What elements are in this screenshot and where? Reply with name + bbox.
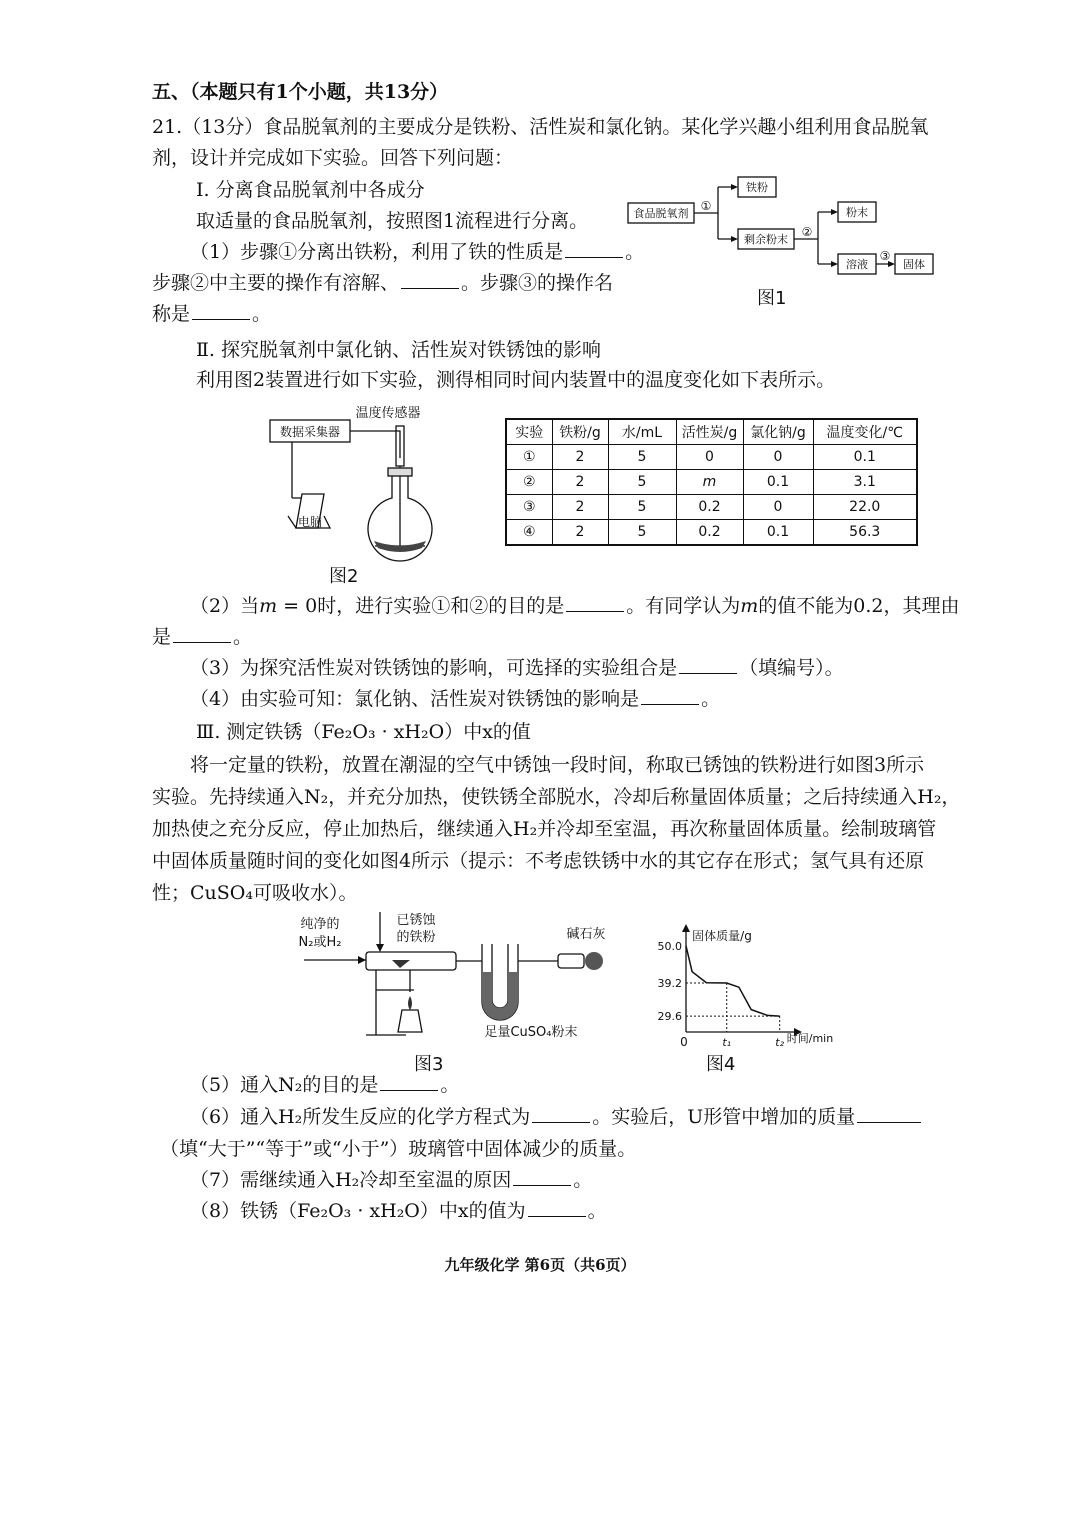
computer-label: 电脑 — [297, 515, 323, 529]
q1-text-c: 步骤②中主要的操作有溶解、 — [152, 272, 400, 294]
table-cell: ③ — [506, 495, 552, 520]
figure-3-apparatus — [296, 910, 626, 1046]
series-line-mass — [686, 946, 780, 1016]
experiment-table — [505, 418, 918, 546]
x-tick-label: t₂ — [775, 1036, 785, 1048]
sensor-label: 温度传感器 — [355, 406, 421, 421]
flow-iron-label: 铁粉 — [746, 181, 768, 194]
q6-line-1 — [190, 1104, 923, 1130]
table-header-row — [506, 419, 917, 445]
table-cell: 2 — [552, 495, 608, 520]
figure-2-caption: 图2 — [329, 566, 359, 587]
flow-start-label: 食品脱氧剂 — [633, 207, 689, 220]
x-axis-label: 时间/min — [786, 1032, 834, 1045]
figure-1-caption: 图1 — [757, 288, 787, 309]
q1-text-d: 。步骤③的操作名 — [461, 272, 614, 294]
table-row — [506, 445, 917, 470]
q2-text-f: 。 — [233, 626, 253, 648]
part3-paragraph-line-4: 中固体质量随时间的变化如图4所示（提示：不考虑铁锈中水的其它存在形式；氢气具有还原 — [152, 850, 925, 872]
part3-paragraph-line-5: 性；CuSO₄可吸收水）。 — [152, 882, 358, 904]
q1-text-f: 。 — [252, 303, 272, 325]
table-cell: 0 — [743, 445, 813, 470]
q1-text-b: 。 — [625, 241, 645, 263]
y-axis-label: 固体质量/g — [692, 929, 752, 943]
table-cell: 56.3 — [813, 520, 917, 546]
gas-label-1: 纯净的 — [300, 917, 340, 932]
part3-title: Ⅲ. 测定铁锈（Fe₂O₃ · xH₂O）中x的值 — [196, 721, 531, 743]
q4-line — [190, 686, 720, 712]
sensor-wire — [350, 431, 400, 458]
question-intro-line-1: 21.（13分）食品脱氧剂的主要成分是铁粉、活性炭和氯化钠。某化学兴趣小组利用食品脱氧 — [152, 116, 929, 138]
q2-text-e: 是 — [152, 626, 172, 648]
table-cell: ① — [506, 445, 552, 470]
y-tick-label: 39.2 — [657, 977, 682, 991]
part3-paragraph-line-3: 加热使之充分反应，停止加热后，继续通入H₂并冷却至室温，再次称量固体质量。绘制玻璃管 — [152, 818, 937, 840]
flow-powder-label: 粉末 — [846, 206, 868, 219]
q4-text-a: （4）由实验可知：氯化钠、活性炭对铁锈蚀的影响是 — [190, 688, 640, 710]
q6-text-a: （6）通入H₂所发生反应的化学方程式为 — [190, 1106, 531, 1128]
q5-blank[interactable] — [380, 1072, 438, 1091]
part2-title: Ⅱ. 探究脱氧剂中氯化钠、活性炭对铁锈蚀的影响 — [196, 339, 601, 361]
table-cell: 22.0 — [813, 495, 917, 520]
part1-text: 取适量的食品脱氧剂，按照图1流程进行分离。 — [196, 210, 589, 232]
gas-label-2: N₂或H₂ — [298, 935, 342, 950]
soda-lime-label: 碱石灰 — [566, 927, 606, 942]
stand — [366, 970, 414, 1035]
figure-4-caption: 图4 — [706, 1054, 736, 1075]
q2-text-b: = 0时，进行实验①和②的目的是 — [277, 595, 565, 617]
table-cell: 0.1 — [743, 470, 813, 495]
flow-step2-label: ② — [801, 225, 813, 239]
table-cell: ② — [506, 470, 552, 495]
table-cell: 5 — [608, 520, 676, 546]
q6-blank-2[interactable] — [857, 1104, 921, 1123]
q6-line-2: （填“大于”“等于”或“小于”）玻璃管中固体减少的质量。 — [160, 1138, 637, 1160]
flow-step1-label: ① — [700, 199, 712, 213]
flow-residue-label: 剩余粉末 — [744, 233, 788, 246]
soda-lime — [585, 952, 603, 970]
collector-label: 数据采集器 — [279, 425, 341, 439]
q1-line-2 — [152, 270, 613, 296]
table-cell: 0 — [743, 495, 813, 520]
burner — [398, 1010, 422, 1032]
q2-blank-1[interactable] — [566, 593, 624, 612]
table-header: 氯化钠/g — [743, 419, 813, 445]
q3-blank[interactable] — [679, 655, 737, 674]
q2-line-2 — [152, 624, 252, 650]
y-tick-label: 50.0 — [657, 939, 682, 953]
q8-text-a: （8）铁锈（Fe₂O₃ · xH₂O）中x的值为 — [190, 1200, 526, 1222]
u-tube-inner — [492, 944, 508, 1008]
q3-text-b: （填编号）。 — [739, 657, 844, 679]
figure-4-chart — [648, 920, 838, 1048]
q1-line-1 — [190, 239, 644, 265]
q4-text-b: 。 — [701, 688, 721, 710]
q2-variable-m: m — [259, 595, 278, 617]
table-header: 实验 — [506, 419, 552, 445]
q2-blank-2[interactable] — [173, 624, 231, 643]
q5-line — [190, 1072, 459, 1098]
table-row — [506, 495, 917, 520]
q1-text-e: 称是 — [152, 303, 191, 325]
table-cell: 2 — [552, 445, 608, 470]
table-cell: 5 — [608, 445, 676, 470]
q2-line-1 — [190, 593, 959, 619]
part3-paragraph-line-1: 将一定量的铁粉，放置在潮湿的空气中锈蚀一段时间，称取已锈蚀的铁粉进行如图3所示 — [190, 754, 925, 776]
figure-2-apparatus — [262, 398, 462, 563]
table-row — [506, 520, 917, 546]
table-cell: 0.1 — [743, 520, 813, 546]
q2-variable-m-2: m — [740, 595, 759, 617]
part3-paragraph-line-2: 实验。先持续通入N₂，并充分加热，使铁锈全部脱水，冷却后称量固体质量；之后持续通入H₂， — [152, 786, 961, 808]
q3-text-a: （3）为探究活性炭对铁锈蚀的影响，可选择的实验组合是 — [190, 657, 678, 679]
table-cell: 5 — [608, 470, 676, 495]
drying-tube — [558, 954, 584, 968]
q3-line — [190, 655, 844, 681]
table-cell: 0.2 — [676, 520, 743, 546]
q6-text-b: 。实验后，U形管中增加的质量 — [592, 1106, 856, 1128]
flow-solid-label: 固体 — [903, 258, 925, 271]
q2-text-a: （2）当 — [190, 595, 260, 617]
table-cell: 0 — [676, 445, 743, 470]
flow-step3-label: ③ — [879, 249, 891, 263]
part1-title: Ⅰ. 分离食品脱氧剂中各成分 — [196, 179, 425, 201]
q2-text-d: 的值不能为0.2，其理由 — [758, 595, 960, 617]
computer-wire — [292, 442, 302, 498]
q1-blank-1[interactable] — [565, 239, 623, 258]
rust-label-1: 已锈蚀 — [396, 913, 436, 928]
glass-tube — [366, 952, 456, 970]
table-cell: 2 — [552, 470, 608, 495]
y-tick-label: 29.6 — [657, 1010, 682, 1024]
question-intro-line-2: 剂，设计并完成如下实验。回答下列问题： — [152, 147, 514, 169]
q7-text-a: （7）需继续通入H₂冷却至室温的原因 — [190, 1169, 512, 1191]
table-cell: 0.2 — [676, 495, 743, 520]
stopper — [388, 468, 412, 476]
flame — [408, 996, 412, 1010]
origin-label: 0 — [680, 1035, 688, 1048]
q5-text-b: 。 — [440, 1074, 460, 1096]
page-footer: 九年级化学 第6页（共6页） — [444, 1256, 636, 1274]
q1-blank-3[interactable] — [192, 301, 250, 320]
q7-text-b: 。 — [573, 1169, 593, 1191]
part2-text: 利用图2装置进行如下实验，测得相同时间内装置中的温度变化如下表所示。 — [196, 369, 836, 391]
table-header: 温度变化/℃ — [813, 419, 917, 445]
table-row — [506, 470, 917, 495]
table-cell: 3.1 — [813, 470, 917, 495]
q8-line — [190, 1198, 607, 1224]
table-header: 活性炭/g — [676, 419, 743, 445]
q8-text-b: 。 — [587, 1200, 607, 1222]
cuso4-label: 足量CuSO₄粉末 — [484, 1025, 578, 1040]
q7-blank[interactable] — [513, 1167, 571, 1186]
q1-text-a: （1）步骤①分离出铁粉，利用了铁的性质是 — [190, 241, 564, 263]
table-cell: 0.1 — [813, 445, 917, 470]
figure-3-caption: 图3 — [414, 1054, 444, 1075]
table-cell: 5 — [608, 495, 676, 520]
q1-blank-2[interactable] — [401, 270, 459, 289]
q1-line-3 — [152, 301, 271, 327]
x-tick-label: t₁ — [722, 1036, 732, 1048]
table-header: 水/mL — [608, 419, 676, 445]
q6-blank-1[interactable] — [532, 1104, 590, 1123]
cuso4-powder — [482, 972, 518, 1020]
table-cell: 2 — [552, 520, 608, 546]
q7-line — [190, 1167, 592, 1193]
section-title: 五、（本题只有1个小题，共13分） — [152, 81, 449, 103]
q2-text-c: 。有同学认为 — [626, 595, 741, 617]
y-axis-arrow — [682, 924, 690, 932]
rust-label-2: 的铁粉 — [396, 930, 436, 945]
q4-blank[interactable] — [641, 686, 699, 705]
flow-solution-label: 溶液 — [846, 258, 868, 271]
table-header: 铁粉/g — [552, 419, 608, 445]
table-cell: m — [676, 470, 743, 495]
q5-text-a: （5）通入N₂的目的是 — [190, 1074, 379, 1096]
table-cell: ④ — [506, 520, 552, 546]
q8-blank[interactable] — [528, 1198, 586, 1217]
rusted-iron-powder — [392, 960, 410, 968]
